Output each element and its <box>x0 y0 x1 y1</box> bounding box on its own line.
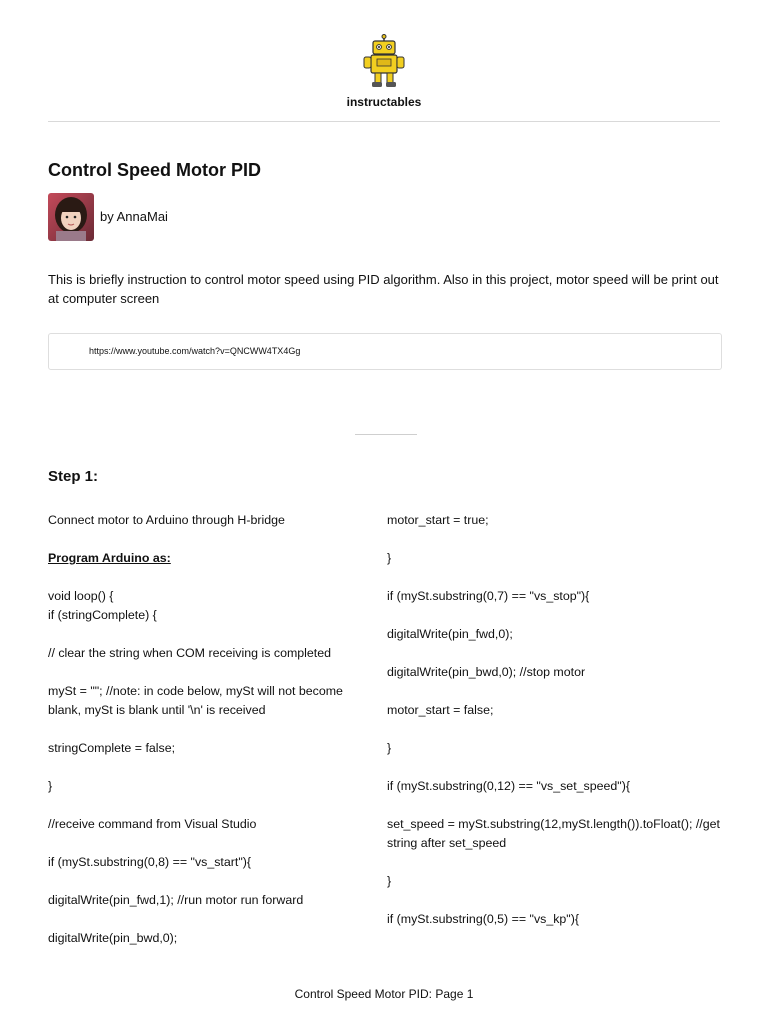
step-subheading: Program Arduino as: <box>48 551 171 565</box>
code-line: } <box>387 551 392 565</box>
code-line: digitalWrite(pin_fwd,0); <box>387 627 513 641</box>
code-line: } <box>387 874 392 888</box>
code-line: if (mySt.substring(0,8) == "vs_start"){ <box>48 855 251 869</box>
code-line: if (mySt.substring(0,5) == "vs_kp"){ <box>387 912 579 926</box>
author-avatar[interactable] <box>48 193 94 241</box>
code-line: stringComplete = false; <box>48 741 176 755</box>
step-text: Connect motor to Arduino through H-bridge <box>48 513 285 527</box>
code-line: if (mySt.substring(0,7) == "vs_stop"){ <box>387 589 590 603</box>
code-line: motor_start = true; <box>387 513 489 527</box>
code-line: set_speed = mySt.substring(12,mySt.length()).toFloat(); //get string after set_speed <box>387 817 720 850</box>
instructables-robot-logo <box>362 34 406 88</box>
step-heading: Step 1: <box>48 468 99 485</box>
code-line: if (stringComplete) { <box>48 608 157 622</box>
page-title: Control Speed Motor PID <box>48 160 261 180</box>
video-embed-box[interactable] <box>48 333 722 370</box>
section-divider <box>355 434 417 435</box>
brand-name[interactable]: instructables <box>346 95 422 109</box>
step-left-column <box>48 511 368 967</box>
code-line: digitalWrite(pin_bwd,0); <box>48 931 178 945</box>
code-line: // clear the string when COM receiving is completed <box>48 646 332 660</box>
author-name[interactable]: by AnnaMai <box>100 209 168 224</box>
code-line: } <box>387 741 392 755</box>
code-line: mySt = ""; //note: in code below, mySt will not become blank, mySt is blank until '\n' is received <box>48 684 343 717</box>
page-footer: Control Speed Motor PID: Page 1 <box>294 987 474 1001</box>
code-line: digitalWrite(pin_fwd,1); //run motor run forward <box>48 893 304 907</box>
code-line: if (mySt.substring(0,12) == "vs_set_speed"){ <box>387 779 630 793</box>
code-line: digitalWrite(pin_bwd,0); //stop motor <box>387 665 586 679</box>
code-line: } <box>48 779 53 793</box>
header-divider <box>48 121 720 122</box>
video-link[interactable]: https://www.youtube.com/watch?v=QNCWW4TX4Gg <box>89 346 301 356</box>
code-line: motor_start = false; <box>387 703 494 717</box>
step-right-column <box>387 511 722 948</box>
code-line: //receive command from Visual Studio <box>48 817 257 831</box>
intro-paragraph: This is briefly instruction to control motor speed using PID algorithm. Also in this project, motor speed will be print out at computer screen <box>48 272 719 306</box>
code-line: void loop() { <box>48 589 114 603</box>
